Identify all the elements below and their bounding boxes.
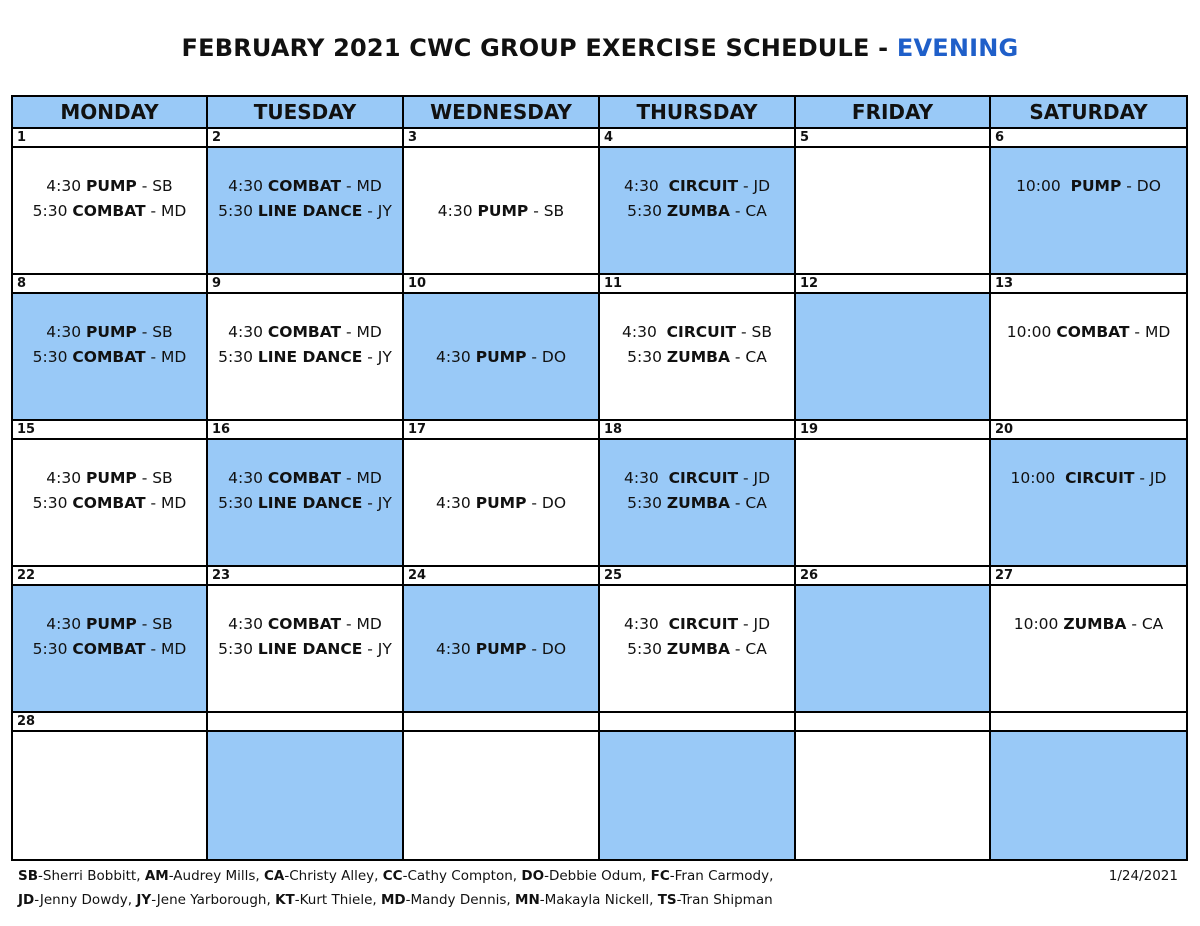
day-number: 8 xyxy=(12,274,207,293)
day-cell xyxy=(990,439,1187,566)
class-entry xyxy=(208,320,402,345)
instructor-name: -Audrey Mills, xyxy=(168,868,264,884)
instructor-code: DO xyxy=(521,868,545,884)
class-entry xyxy=(208,491,402,516)
day-number: 27 xyxy=(990,566,1187,585)
day-number: 15 xyxy=(12,420,207,439)
class-instructor: - SB xyxy=(136,469,173,488)
class-name: CIRCUIT xyxy=(668,177,739,196)
day-cell xyxy=(599,147,795,274)
day-cell xyxy=(207,147,403,274)
day-cell xyxy=(207,293,403,420)
day-number: 9 xyxy=(207,274,403,293)
class-name: PUMP xyxy=(475,640,527,659)
class-entry xyxy=(208,345,402,370)
instructor-code: JD xyxy=(18,892,35,908)
class-instructor: - MD xyxy=(341,469,382,488)
class-name: PUMP xyxy=(475,494,527,513)
day-number: 16 xyxy=(207,420,403,439)
class-time: 4:30 xyxy=(435,494,476,513)
class-name: PUMP xyxy=(86,469,137,488)
class-instructor: - JD xyxy=(738,615,771,634)
class-instructor: - MD xyxy=(145,202,187,221)
date-number-row xyxy=(12,566,1187,585)
class-time: 5:30 xyxy=(32,494,73,513)
date-number-row xyxy=(12,274,1187,293)
weekday-header: FRIDAY xyxy=(795,96,990,128)
class-name: CIRCUIT xyxy=(1065,469,1135,488)
class-entry xyxy=(600,320,794,345)
instructor-name: -Sherri Bobbitt, xyxy=(38,868,145,884)
revision-date: 1/24/2021 xyxy=(1108,868,1178,884)
day-cell xyxy=(599,439,795,566)
class-time: 4:30 xyxy=(623,469,669,488)
instructor-code: JY xyxy=(136,892,152,908)
class-time: 5:30 xyxy=(218,202,258,221)
day-number: 25 xyxy=(599,566,795,585)
day-number: 26 xyxy=(795,566,990,585)
class-instructor: - CA xyxy=(729,640,767,659)
day-cell xyxy=(207,731,403,860)
day-cell xyxy=(599,731,795,860)
class-instructor: - JD xyxy=(1134,469,1167,488)
day-number: 13 xyxy=(990,274,1187,293)
class-entry xyxy=(991,320,1186,345)
class-name: CIRCUIT xyxy=(666,323,737,342)
class-time: 5:30 xyxy=(627,348,667,367)
weeks-body xyxy=(12,128,1187,860)
class-time: 4:30 xyxy=(228,177,268,196)
class-entry xyxy=(991,612,1186,637)
class-entry xyxy=(13,612,206,637)
day-cell xyxy=(12,585,207,712)
class-instructor: - MD xyxy=(341,323,382,342)
day-cell xyxy=(403,585,599,712)
class-name: ZUMBA xyxy=(666,348,730,367)
class-entry xyxy=(13,637,206,662)
title-main: FEBRUARY 2021 CWC GROUP EXERCISE SCHEDULE - xyxy=(181,34,897,62)
date-number-row xyxy=(12,420,1187,439)
class-entry xyxy=(13,345,206,370)
weekday-header: SATURDAY xyxy=(990,96,1187,128)
day-number: 1 xyxy=(12,128,207,147)
day-number: 19 xyxy=(795,420,990,439)
week-classes-row xyxy=(12,293,1187,420)
day-number: 17 xyxy=(403,420,599,439)
class-name: ZUMBA xyxy=(666,494,730,513)
class-instructor: - CA xyxy=(729,494,767,513)
class-instructor: - JY xyxy=(362,348,392,367)
class-time: 5:30 xyxy=(218,640,258,659)
instructor-name: -Cathy Compton, xyxy=(402,868,522,884)
day-cell xyxy=(795,147,990,274)
instructor-name: -Kurt Thiele, xyxy=(294,892,381,908)
class-entry xyxy=(208,199,402,224)
class-instructor: - MD xyxy=(1129,323,1171,342)
class-time: 5:30 xyxy=(32,202,73,221)
class-entry xyxy=(600,637,794,662)
day-cell xyxy=(403,147,599,274)
class-time: 4:30 xyxy=(228,323,268,342)
class-time: 4:30 xyxy=(46,177,87,196)
weekday-header-row xyxy=(12,96,1187,128)
legend-line xyxy=(18,864,773,888)
class-name: ZUMBA xyxy=(666,202,730,221)
instructor-name: -Makayla Nickell, xyxy=(539,892,658,908)
week-classes-row xyxy=(12,439,1187,566)
class-entry xyxy=(600,491,794,516)
class-name: PUMP xyxy=(86,615,137,634)
instructor-code: MN xyxy=(515,892,540,908)
class-name: COMBAT xyxy=(267,469,342,488)
instructor-name: -Jene Yarborough, xyxy=(151,892,276,908)
instructor-code: MD xyxy=(381,892,406,908)
class-time: 4:30 xyxy=(623,615,669,634)
class-entry xyxy=(13,320,206,345)
class-instructor: - SB xyxy=(736,323,772,342)
class-entry xyxy=(991,174,1186,199)
instructor-code: FC xyxy=(650,868,670,884)
class-entry xyxy=(404,637,598,662)
weekday-header: WEDNESDAY xyxy=(403,96,599,128)
class-instructor: - CA xyxy=(1126,615,1164,634)
class-entry xyxy=(13,174,206,199)
class-instructor: - JD xyxy=(738,177,771,196)
day-number: 12 xyxy=(795,274,990,293)
class-instructor: - DO xyxy=(526,494,567,513)
class-time: 10:00 xyxy=(1013,615,1064,634)
title-accent: EVENING xyxy=(896,34,1019,62)
legend-line xyxy=(18,888,773,912)
class-time: 10:00 xyxy=(1016,177,1071,196)
class-entry xyxy=(600,174,794,199)
day-cell xyxy=(12,731,207,860)
class-name: PUMP xyxy=(86,177,137,196)
class-time: 5:30 xyxy=(627,494,667,513)
class-instructor: - MD xyxy=(145,494,187,513)
class-time: 4:30 xyxy=(623,177,669,196)
class-time: 4:30 xyxy=(228,615,268,634)
weekday-header: MONDAY xyxy=(12,96,207,128)
class-instructor: - CA xyxy=(729,348,767,367)
class-time: 4:30 xyxy=(622,323,667,342)
class-instructor: - DO xyxy=(1121,177,1161,196)
class-name: COMBAT xyxy=(267,323,342,342)
class-time: 4:30 xyxy=(435,640,476,659)
date-number-row xyxy=(12,128,1187,147)
class-entry xyxy=(13,491,206,516)
class-time: 5:30 xyxy=(218,348,258,367)
class-time: 4:30 xyxy=(228,469,268,488)
day-cell xyxy=(795,585,990,712)
class-name: PUMP xyxy=(86,323,137,342)
instructor-name: -Mandy Dennis, xyxy=(405,892,516,908)
day-cell xyxy=(12,147,207,274)
week-classes-row xyxy=(12,147,1187,274)
day-cell xyxy=(12,293,207,420)
day-number: 23 xyxy=(207,566,403,585)
instructor-code: AM xyxy=(144,868,169,884)
class-instructor: - SB xyxy=(136,615,173,634)
class-name: ZUMBA xyxy=(666,640,730,659)
class-entry xyxy=(208,612,402,637)
day-number: 10 xyxy=(403,274,599,293)
class-name: CIRCUIT xyxy=(668,615,739,634)
class-entry xyxy=(404,199,598,224)
class-instructor: - JY xyxy=(362,202,392,221)
weekday-header: TUESDAY xyxy=(207,96,403,128)
day-number: 28 xyxy=(12,712,207,731)
instructor-name: -Tran Shipman xyxy=(676,892,773,908)
class-name: CIRCUIT xyxy=(668,469,739,488)
day-number: 3 xyxy=(403,128,599,147)
class-time: 5:30 xyxy=(32,640,73,659)
day-number: 2 xyxy=(207,128,403,147)
class-time: 5:30 xyxy=(32,348,73,367)
day-number: 5 xyxy=(795,128,990,147)
class-entry xyxy=(13,199,206,224)
class-instructor: - CA xyxy=(729,202,767,221)
class-name: ZUMBA xyxy=(1063,615,1127,634)
day-number: 24 xyxy=(403,566,599,585)
week-classes-row xyxy=(12,585,1187,712)
day-number xyxy=(207,712,403,731)
class-instructor: - JY xyxy=(362,494,392,513)
class-entry xyxy=(600,199,794,224)
day-number xyxy=(990,712,1187,731)
instructor-name: -Jenny Dowdy, xyxy=(34,892,137,908)
day-cell xyxy=(795,439,990,566)
instructor-name: -Debbie Odum, xyxy=(544,868,651,884)
class-name: LINE DANCE xyxy=(257,202,363,221)
instructor-legend xyxy=(18,864,773,912)
class-name: COMBAT xyxy=(1056,323,1130,342)
class-time: 4:30 xyxy=(46,615,87,634)
day-number: 22 xyxy=(12,566,207,585)
date-number-row xyxy=(12,712,1187,731)
day-cell xyxy=(403,439,599,566)
class-time: 10:00 xyxy=(1006,323,1057,342)
day-cell xyxy=(403,731,599,860)
class-name: PUMP xyxy=(475,348,527,367)
class-time: 10:00 xyxy=(1010,469,1066,488)
class-time: 4:30 xyxy=(46,323,87,342)
day-cell xyxy=(599,293,795,420)
instructor-name: -Christy Alley, xyxy=(284,868,383,884)
class-name: COMBAT xyxy=(72,640,146,659)
class-name: PUMP xyxy=(1070,177,1122,196)
day-number: 4 xyxy=(599,128,795,147)
day-cell xyxy=(990,147,1187,274)
instructor-code: SB xyxy=(18,868,39,884)
class-instructor: - SB xyxy=(136,177,173,196)
class-time: 5:30 xyxy=(627,640,667,659)
day-cell xyxy=(12,439,207,566)
class-time: 4:30 xyxy=(46,469,87,488)
class-instructor: - MD xyxy=(145,640,187,659)
day-cell xyxy=(795,293,990,420)
class-name: COMBAT xyxy=(72,494,146,513)
instructor-code: KT xyxy=(275,892,295,908)
class-instructor: - SB xyxy=(528,202,565,221)
class-name: LINE DANCE xyxy=(257,494,363,513)
class-entry xyxy=(600,612,794,637)
instructor-code: TS xyxy=(657,892,677,908)
class-instructor: - SB xyxy=(136,323,173,342)
schedule-calendar xyxy=(11,95,1188,861)
day-number: 6 xyxy=(990,128,1187,147)
class-entry xyxy=(404,345,598,370)
class-name: COMBAT xyxy=(267,177,342,196)
instructor-name: -Fran Carmody, xyxy=(669,868,774,884)
day-number xyxy=(795,712,990,731)
class-entry xyxy=(991,466,1186,491)
class-name: COMBAT xyxy=(72,348,146,367)
day-number: 11 xyxy=(599,274,795,293)
class-entry xyxy=(208,637,402,662)
day-number: 18 xyxy=(599,420,795,439)
class-instructor: - DO xyxy=(526,348,567,367)
weekday-header: THURSDAY xyxy=(599,96,795,128)
class-instructor: - MD xyxy=(341,615,382,634)
class-time: 4:30 xyxy=(435,348,476,367)
class-instructor: - MD xyxy=(145,348,187,367)
class-entry xyxy=(208,174,402,199)
day-cell xyxy=(990,585,1187,712)
day-cell xyxy=(207,439,403,566)
day-cell xyxy=(990,293,1187,420)
class-name: COMBAT xyxy=(267,615,342,634)
class-entry xyxy=(404,491,598,516)
class-entry xyxy=(600,466,794,491)
class-name: LINE DANCE xyxy=(257,348,363,367)
day-cell xyxy=(599,585,795,712)
day-cell xyxy=(795,731,990,860)
class-name: PUMP xyxy=(477,202,529,221)
class-instructor: - JY xyxy=(362,640,392,659)
class-time: 4:30 xyxy=(437,202,478,221)
day-number xyxy=(403,712,599,731)
class-time: 5:30 xyxy=(218,494,258,513)
day-cell xyxy=(990,731,1187,860)
day-number xyxy=(599,712,795,731)
class-entry xyxy=(13,466,206,491)
class-instructor: - JD xyxy=(738,469,771,488)
instructor-code: CC xyxy=(382,868,403,884)
day-cell xyxy=(207,585,403,712)
instructor-code: CA xyxy=(264,868,285,884)
class-time: 5:30 xyxy=(627,202,667,221)
class-entry xyxy=(208,466,402,491)
class-instructor: - DO xyxy=(526,640,567,659)
day-number: 20 xyxy=(990,420,1187,439)
class-name: COMBAT xyxy=(72,202,146,221)
class-instructor: - MD xyxy=(341,177,382,196)
week-classes-row xyxy=(12,731,1187,860)
page-title xyxy=(0,34,1200,62)
day-cell xyxy=(403,293,599,420)
class-name: LINE DANCE xyxy=(257,640,363,659)
class-entry xyxy=(600,345,794,370)
